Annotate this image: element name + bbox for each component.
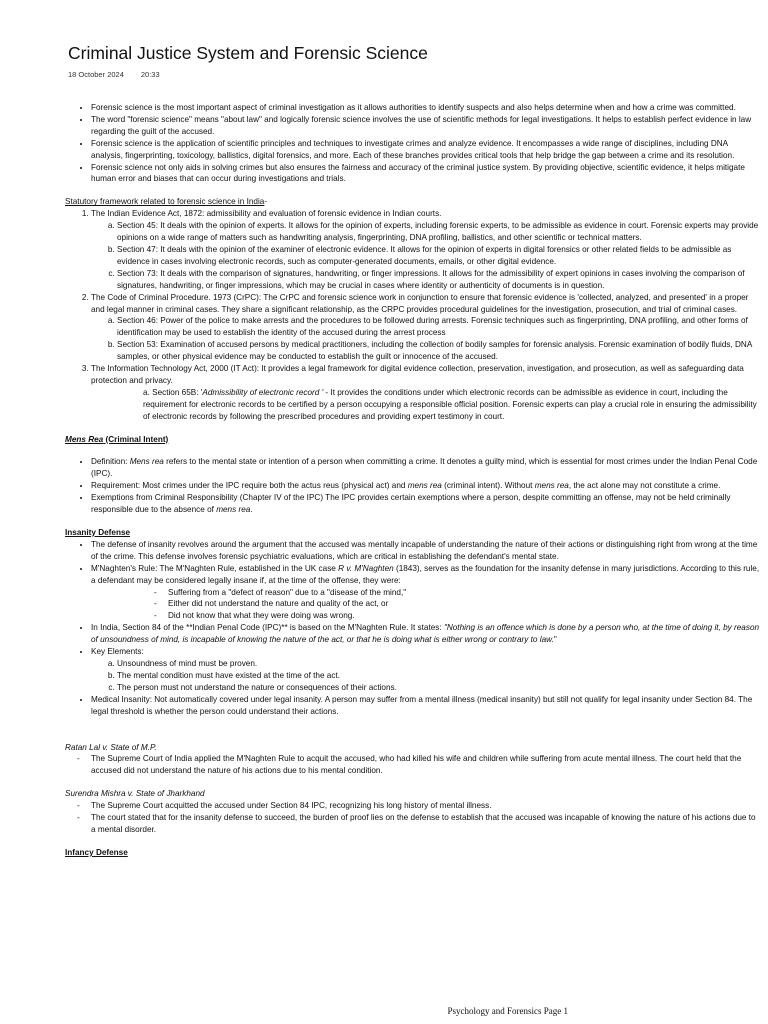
subsection-item: a. Section 65B: 'Admissibility of electronic record ' - It provides the conditions under which electronic records can be admissible as evidence in court, including the requirement for electronic records to be certified by a person occupying a responsible official position. Forensic experts can play a crucial role in ensuring the admissibility of electronic records by following the prescribed procedures and providing expert testimony in court.: [143, 387, 757, 421]
note-datetime: [68, 69, 160, 81]
subsection-item: c. Section 73: It deals with the comparison of signatures, handwriting, or finger impressions. It allows for the admissibility of expert opinions in cases involving the comparison of signatures, handwriting, or finger impressions, which may be crucial in cases where identity or authenticity of documents is in question.: [117, 268, 761, 292]
insanity-bullet: • In India, Section 84 of the **Indian Penal Code (IPC)** is based on the M'Naghten Rule. It states: "Nothing is an offence which is done by a person who, at the time of doing it, by reason of unsoundness of mind, is incapable of knowing the nature of the act, or that he is doing what is either wrong or contrary to law.": [91, 622, 761, 646]
insanity-bullet: • Key Elements: a. Unsoundness of mind must be proven. b. The mental condition must have existed at the time of the act. c. The person must not understand the nature or consequences of their actions.: [91, 646, 761, 694]
mens-rea-heading: Mens Rea (Criminal Intent): [65, 434, 169, 444]
statute-subsections: [91, 315, 761, 363]
case-title: Ratan Lal v. State of M.P.: [65, 742, 157, 752]
insanity-bullet: • M'Naghten's Rule: The M'Naghten Rule, established in the UK case R v. M'Naghten (1843), serves as the foundation for the insanity defense in many jurisdictions. According to this rule, a defendant may be considered legally insane if, at the time of the offense, they were: - Suffering from a "defect of reason" due to a "disease of the mind," - Either did not understand the nature and quality of the act, or - Did not know that what they were doing was wrong.: [91, 563, 761, 623]
mens-rea-list: [65, 456, 761, 516]
statute-subsections: [91, 220, 761, 291]
infancy-heading: Infancy Defense: [65, 847, 128, 857]
statute-item: 3. The Information Technology Act, 2000 (IT Act): It provides a legal framework for digital evidence collection, preservation, investigation, and prosecution, as well as safeguarding data protection and privacy. a. Section 65B: 'Admissibility of electronic record ' - It provides the conditions under which electronic records can be admissible as evidence in court, including the requirement for electronic records to be certified by a person occupying a responsible official position. Forensic experts can play a crucial role in ensuring the admissibility of electronic records by following the prescribed procedures and providing expert testimony in court.: [91, 363, 761, 423]
subsection-item: a. Section 45: It deals with the opinion of experts. It allows for the opinion of experts, including forensic experts, to be admissible as evidence in court. Forensic experts may provide opinions on a wide range of matters such as handwriting analysis, fingerprinting, DNA profiling, ballistics, and other scientific or technical matters.: [117, 220, 761, 244]
key-element: c. The person must not understand the nature or consequences of their actions.: [117, 682, 761, 694]
note-date: 18 October 2024: [68, 70, 124, 79]
key-elements-list: [91, 658, 761, 694]
page-title: Criminal Justice System and Forensic Science: [68, 43, 428, 63]
insanity-bullet: • The defense of insanity revolves around the argument that the accused was mentally incapable of understanding the nature of their actions or distinguishing right from wrong at the time of the crime. This defense involves forensic psychiatric evaluations, which are critical in establishing the defendant's mental state.: [91, 539, 761, 563]
intro-bullet: • The word "forensic science" means "about law" and logically forensic science involves the use of scientific methods for legal investigations. It helps to establish perfect evidence in law regarding the guilt of the accused.: [91, 114, 761, 138]
subsection-item: b. Section 53: Examination of accused persons by medical practitioners, including the collection of bodily samples for forensic analysis. Forensic examination of bodily fluids, DNA samples, or other physical evidence may be conducted to establish the guilt or innocence of the accused.: [117, 339, 761, 363]
intro-list: [65, 102, 761, 185]
condition-item: - Either did not understand the nature and quality of the act, or: [168, 598, 761, 610]
case-points: [65, 753, 761, 777]
case-point: - The court stated that for the insanity defense to succeed, the burden of proof lies on the defense to establish that the accused was incapable of knowing the nature of his actions due to a mental disorder.: [91, 812, 761, 836]
key-element: a. Unsoundness of mind must be proven.: [117, 658, 761, 670]
page-footer: Psychology and Forensics Page 1: [447, 1006, 568, 1016]
statutory-heading: Statutory framework related to forensic science in India-: [65, 197, 268, 207]
mens-rea-bullet: • Requirement: Most crimes under the IPC require both the actus reus (physical act) and mens rea (criminal intent). Without mens rea, the act alone may not constitute a crime.: [91, 480, 761, 492]
insanity-bullet: • Medical Insanity: Not automatically covered under legal insanity. A person may suffer from a mental illness (medical insanity) but still not qualify for legal insanity under Section 84. The legal threshold is whether the person could understand their actions.: [91, 694, 761, 718]
case-point: - The Supreme Court of India applied the M'Naghten Rule to acquit the accused, who had killed his wife and children while suffering from acute mental illness. The court held that the accused did not understand the nature of his actions due to his mental condition.: [91, 753, 761, 777]
subsection-item: b. Section 47: It deals with the opinion of the examiner of electronic evidence. It allows for the opinion of experts in digital forensics or other related fields to be admissible as evidence in cases involving electronic records, such as computer-generated documents, emails, or other digital evidence.: [117, 244, 761, 268]
intro-bullet: • Forensic science is the application of scientific principles and techniques to investigate crimes and analyze evidence. It encompasses a wide range of disciplines, including DNA analysis, fingerprinting, toxicology, ballistics, digital forensics, and more. Each of these branches provides critical tools that help bridge the gap between a crime and its resolution.: [91, 138, 761, 162]
mnaghten-conditions: [91, 587, 761, 623]
note-body: [65, 102, 761, 859]
mens-rea-bullet: • Exemptions from Criminal Responsibility (Chapter IV of the IPC) The IPC provides certain exemptions where a person, despite committing an offense, may not be held criminally responsible due to the absence of mens rea.: [91, 492, 761, 516]
mens-rea-bullet: • Definition: Mens rea refers to the mental state or intention of a person when committing a crime. It denotes a guilty mind, which is essential for most crimes under the Indian Penal Code (IPC).: [91, 456, 761, 480]
note-time: 20:33: [140, 70, 160, 79]
case-points: [65, 800, 761, 836]
statutory-list: [65, 208, 761, 422]
insanity-list: [65, 539, 761, 718]
condition-item: - Did not know that what they were doing was wrong.: [168, 610, 761, 622]
key-element: b. The mental condition must have existed at the time of the act.: [117, 670, 761, 682]
case-point: - The Supreme Court acquitted the accused under Section 84 IPC, recognizing his long history of mental illness.: [91, 800, 761, 812]
condition-item: - Suffering from a "defect of reason" due to a "disease of the mind,": [168, 587, 761, 599]
statute-item: 2. The Code of Criminal Procedure. 1973 (CrPC): The CrPC and forensic science work in conjunction to ensure that forensic evidence is 'collected, analyzed, and presented' in a proper and legal manner in criminal cases. They share a significant relationship, as the CRPC provides procedural guidelines for the investigation, prosecution, and trial of criminal cases. a. Section 46: Power of the police to make arrests and the procedures to be followed during arrests. Forensic techniques such as fingerprinting, DNA profiling, and other forms of identification may be used to establish the identity of the accused during the arrest process b. Section 53: Examination of accused persons by medical practitioners, including the collection of bodily samples for forensic analysis. Forensic examination of bodily fluids, DNA samples, or other physical evidence may be conducted to establish the guilt or innocence of the accused.: [91, 292, 761, 363]
subsection-item: a. Section 46: Power of the police to make arrests and the procedures to be followed during arrests. Forensic techniques such as fingerprinting, DNA profiling, and other forms of identification may be used to establish the identity of the accused during the arrest process: [117, 315, 761, 339]
intro-bullet: • Forensic science not only aids in solving crimes but also ensures the fairness and accuracy of the criminal justice system. By providing objective, scientific evidence, it helps mitigate human error and biases that can occur during investigations and trials.: [91, 162, 761, 186]
statute-item: 1. The Indian Evidence Act, 1872: admissibility and evaluation of forensic evidence in Indian courts. a. Section 45: It deals with the opinion of experts. It allows for the opinion of experts, including forensic experts, to be admissible as evidence in court. Forensic experts may provide opinions on a wide range of matters such as handwriting analysis, fingerprinting, DNA profiling, ballistics, and other scientific or technical matters. b. Section 47: It deals with the opinion of the examiner of electronic evidence. It allows for the opinion of experts in digital forensics or other related fields to be admissible as evidence in cases involving electronic records, such as computer-generated documents, emails, or other digital evidence. c. Section 73: It deals with the comparison of signatures, handwriting, or finger impressions. It allows for the admissibility of expert opinions in cases involving the comparison of signatures, handwriting, or finger impressions, which may be crucial in cases where identity or authenticity of documents is in question.: [91, 208, 761, 291]
intro-bullet: • Forensic science is the most important aspect of criminal investigation as it allows authorities to identify suspects and also helps determine when and how a crime was committed.: [91, 102, 761, 114]
insanity-heading: Insanity Defense: [65, 528, 131, 537]
case-title: Surendra Mishra v. State of Jharkhand: [65, 789, 205, 799]
